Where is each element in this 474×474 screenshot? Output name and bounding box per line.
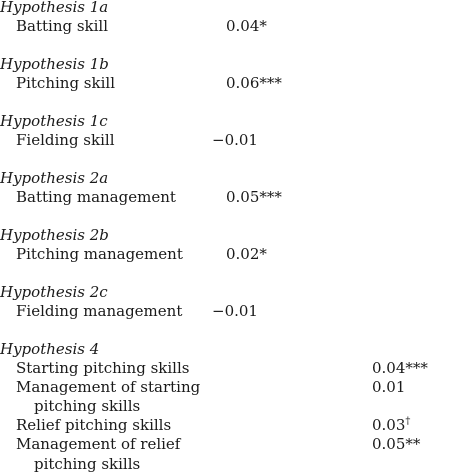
hypothesis-header xyxy=(0,226,474,245)
table-row xyxy=(0,245,474,264)
table-row xyxy=(0,378,474,397)
coefficient-value: −0.01 xyxy=(212,131,258,149)
hypothesis-label: Hypothesis 2b xyxy=(0,226,109,244)
table-row xyxy=(0,188,474,207)
table-row-continuation xyxy=(0,455,474,474)
significance-dagger: † xyxy=(405,416,411,427)
variable-label: Management of starting xyxy=(16,378,201,396)
variable-label: Management of relief xyxy=(16,435,181,453)
table-row xyxy=(0,74,474,93)
variable-label: Batting management xyxy=(16,188,176,206)
hypothesis-header xyxy=(0,112,474,131)
table-row xyxy=(0,359,474,378)
coefficient-value: −0.01 xyxy=(212,302,258,320)
hypothesis-header xyxy=(0,169,474,188)
table-row xyxy=(0,17,474,36)
hypothesis-header xyxy=(0,55,474,74)
hypothesis-header xyxy=(0,340,474,359)
table-row xyxy=(0,416,474,435)
variable-label-continuation: pitching skills xyxy=(34,397,141,415)
variable-label: Pitching management xyxy=(16,245,183,263)
hypothesis-label: Hypothesis 2a xyxy=(0,169,109,187)
variable-label-continuation: pitching skills xyxy=(34,455,141,473)
hypothesis-label: Hypothesis 4 xyxy=(0,340,100,358)
coefficient-value: 0.05** xyxy=(372,435,421,453)
hypothesis-label: Hypothesis 2c xyxy=(0,283,108,301)
variable-label: Batting skill xyxy=(16,17,109,35)
coefficient-value: 0.04*** xyxy=(372,359,428,377)
hypothesis-label: Hypothesis 1c xyxy=(0,112,108,130)
variable-label: Starting pitching skills xyxy=(16,359,190,377)
hypothesis-label: Hypothesis 1a xyxy=(0,0,109,16)
coefficient-value: 0.06*** xyxy=(226,74,282,92)
coefficient-number: 0.03 xyxy=(372,416,406,434)
variable-label: Fielding management xyxy=(16,302,183,320)
table-row xyxy=(0,435,474,454)
hypothesis-label: Hypothesis 1b xyxy=(0,55,109,73)
coefficient-value: 0.05*** xyxy=(226,188,282,206)
table-row-continuation xyxy=(0,397,474,416)
variable-label: Pitching skill xyxy=(16,74,115,92)
coefficient-value: 0.02* xyxy=(226,245,267,263)
variable-label: Fielding skill xyxy=(16,131,115,149)
table-row xyxy=(0,131,474,150)
hypothesis-header xyxy=(0,283,474,302)
table-row xyxy=(0,302,474,321)
hypothesis-header xyxy=(0,0,474,17)
variable-label: Relief pitching skills xyxy=(16,416,172,434)
coefficient-value xyxy=(372,416,410,435)
coefficient-value: 0.01 xyxy=(372,378,406,396)
coefficient-value: 0.04* xyxy=(226,17,267,35)
